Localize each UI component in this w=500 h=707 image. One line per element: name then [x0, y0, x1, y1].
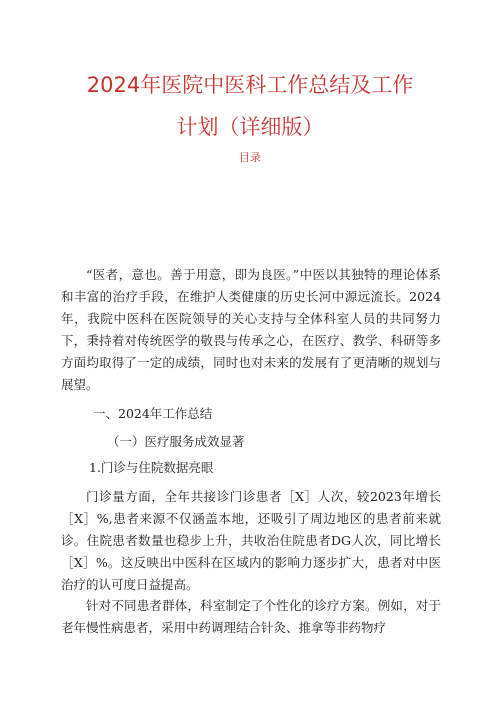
paragraph-outpatient-data: 门诊量方面，全年共接诊门诊患者［X］人次，较2023年增长［X］%,患者来源不仅涵盖本地，还吸引了周边地区的患者前来就诊。住院患者数量也稳步上升，共收治住院患者DG人次，同比增长［X］%。这反映出中医科在区域内的影响力逐步扩大，患者对中医治疗的认可度日益提高。 [61, 489, 441, 592]
document-title-line-1: 2024年医院中医科工作总结及工作 [86, 73, 414, 97]
section-heading-work-summary: 一、2024年工作总结 [93, 406, 213, 421]
intro-paragraph: “医者，意也。善于用意，即为良医。”中医以其独特的理论体系和丰富的治疗手段，在维护人类健康的历史长河中源远流长。2024年，我院中医科在医院领导的关心支持与全体科室人员的共同努力下，秉持着对传统医学的敬畏与传承之心，在医疗、教学、科研等多方面均取得了一定的成绩，同时也对未来的发展有了更清晰的规划与展望。 [61, 267, 441, 392]
document-title-line-2: 计划（详细版） [176, 115, 324, 139]
table-of-contents-label[interactable]: 目录 [239, 151, 261, 164]
paragraph-personalized-treatment: 针对不同患者群体，科室制定了个性化的诊疗方案。例如，对于老年慢性病患者，采用中药调理结合针灸、推拿等非药物疗 [61, 598, 441, 635]
subsection-heading-medical-services: （一）医疗服务成效显著 [107, 434, 245, 449]
item-heading-outpatient-inpatient: 1.门诊与住院数据亮眼 [89, 460, 214, 475]
